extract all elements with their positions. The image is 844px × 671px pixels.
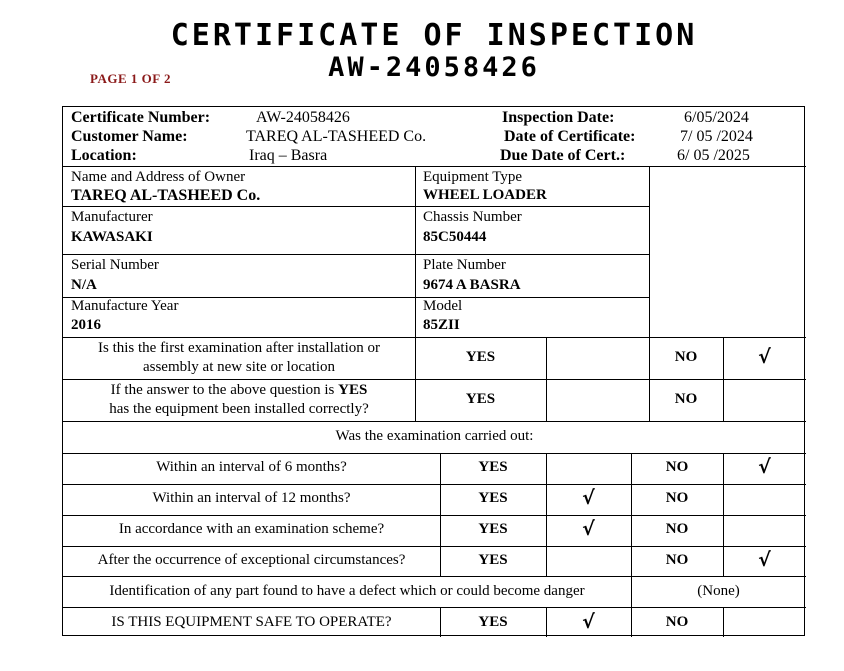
q2-top-rule bbox=[63, 379, 806, 380]
year-label: Manufacture Year bbox=[71, 298, 179, 314]
q8-col-4 bbox=[723, 607, 724, 637]
serial-value: N/A bbox=[71, 277, 97, 293]
q5-yes-label: YES bbox=[478, 521, 508, 537]
q1-line-2: assembly at new site or location bbox=[142, 359, 336, 375]
q2-line-1b: YES bbox=[338, 382, 368, 398]
q8-yes-label: YES bbox=[478, 614, 508, 630]
q5-top-rule bbox=[63, 515, 806, 516]
inspection-date-label: Inspection Date: bbox=[502, 109, 615, 126]
q3-top-rule bbox=[63, 453, 806, 454]
cert-number-value: AW-24058426 bbox=[256, 109, 350, 126]
q3-text: Within an interval of 6 months? bbox=[156, 459, 347, 475]
q12-col-2 bbox=[546, 337, 547, 421]
q7-text: Identification of any part found to have a defect which or could become danger bbox=[109, 583, 585, 599]
inspection-date-value: 6/05/2024 bbox=[684, 109, 749, 126]
manufacturer-label: Manufacturer bbox=[71, 209, 153, 225]
q4-yes-label: YES bbox=[478, 490, 508, 506]
q1-line-1: Is this the first examination after installation or bbox=[97, 340, 380, 356]
q6-top-rule bbox=[63, 546, 806, 547]
certificate-table bbox=[62, 106, 805, 636]
exam-heading: Was the examination carried out: bbox=[335, 428, 534, 444]
plate-value: 9674 A BASRA bbox=[423, 277, 521, 293]
model-value: 85ZII bbox=[423, 317, 460, 333]
exam-col-2 bbox=[546, 453, 547, 576]
due-date-value: 6/ 05 /2025 bbox=[677, 147, 750, 164]
q5-yes-check: √ bbox=[582, 518, 595, 540]
q7-answer: (None) bbox=[697, 583, 740, 599]
customer-label: Customer Name: bbox=[71, 128, 188, 145]
q4-top-rule bbox=[63, 484, 806, 485]
header-divider bbox=[63, 166, 806, 167]
q6-no-check: √ bbox=[758, 549, 771, 571]
q8-no-label: NO bbox=[665, 614, 689, 630]
manufacturer-value: KAWASAKI bbox=[71, 229, 153, 245]
q2-no-label: NO bbox=[674, 391, 698, 407]
equipment-type-label: Equipment Type bbox=[423, 169, 523, 185]
chassis-label: Chassis Number bbox=[423, 209, 522, 225]
q8-text: IS THIS EQUIPMENT SAFE TO OPERATE? bbox=[111, 614, 392, 630]
q3-no-label: NO bbox=[665, 459, 689, 475]
exam-heading-top-rule bbox=[63, 421, 806, 422]
q5-text: In accordance with an examination scheme? bbox=[118, 521, 385, 537]
q2-yes-label: YES bbox=[465, 391, 496, 407]
q6-text: After the occurrence of exceptional circumstances? bbox=[97, 552, 406, 568]
details-divider-1 bbox=[63, 206, 649, 207]
certificate-code-title: AW-24058426 bbox=[328, 52, 540, 83]
serial-label: Serial Number bbox=[71, 257, 159, 273]
q4-yes-check: √ bbox=[582, 487, 595, 509]
due-date-label: Due Date of Cert.: bbox=[500, 147, 626, 164]
q8-yes-check: √ bbox=[582, 611, 595, 633]
q4-text: Within an interval of 12 months? bbox=[152, 490, 351, 506]
details-col-divider bbox=[415, 166, 416, 337]
location-value: Iraq – Basra bbox=[249, 147, 328, 164]
q1-no-check: √ bbox=[758, 346, 771, 368]
document-title: CERTIFICATE OF INSPECTION bbox=[170, 18, 698, 53]
details-right-divider bbox=[649, 166, 650, 337]
q8-top-rule bbox=[63, 607, 806, 608]
details-divider-2 bbox=[63, 254, 649, 255]
q1-text bbox=[63, 339, 415, 377]
q5-no-label: NO bbox=[665, 521, 689, 537]
q1-yes-label: YES bbox=[465, 349, 496, 365]
chassis-value: 85C50444 bbox=[423, 229, 487, 245]
plate-label: Plate Number bbox=[423, 257, 506, 273]
q3-yes-label: YES bbox=[478, 459, 508, 475]
q1-top-rule bbox=[63, 337, 806, 338]
location-label: Location: bbox=[71, 147, 137, 164]
model-label: Model bbox=[423, 298, 463, 314]
q1-no-label: NO bbox=[674, 349, 698, 365]
q2-text bbox=[63, 381, 415, 419]
q6-yes-label: YES bbox=[478, 552, 508, 568]
q4-no-label: NO bbox=[665, 490, 689, 506]
owner-value: TAREQ AL-TASHEED Co. bbox=[71, 187, 261, 204]
cert-number-label: Certificate Number: bbox=[71, 109, 211, 126]
q3-no-check: √ bbox=[758, 456, 771, 478]
customer-value: TAREQ AL-TASHEED Co. bbox=[246, 128, 427, 145]
q7-top-rule bbox=[63, 576, 806, 577]
cert-date-value: 7/ 05 /2024 bbox=[680, 128, 753, 145]
cert-date-label: Date of Certificate: bbox=[504, 128, 636, 145]
owner-label: Name and Address of Owner bbox=[71, 169, 246, 185]
q2-line-1a: If the answer to the above question is bbox=[110, 382, 339, 398]
q6-no-label: NO bbox=[665, 552, 689, 568]
year-value: 2016 bbox=[71, 317, 101, 333]
page-indicator: PAGE 1 OF 2 bbox=[90, 71, 171, 86]
equipment-type-value: WHEEL LOADER bbox=[423, 187, 547, 203]
q2-line-2: has the equipment been installed correctly? bbox=[109, 401, 369, 417]
